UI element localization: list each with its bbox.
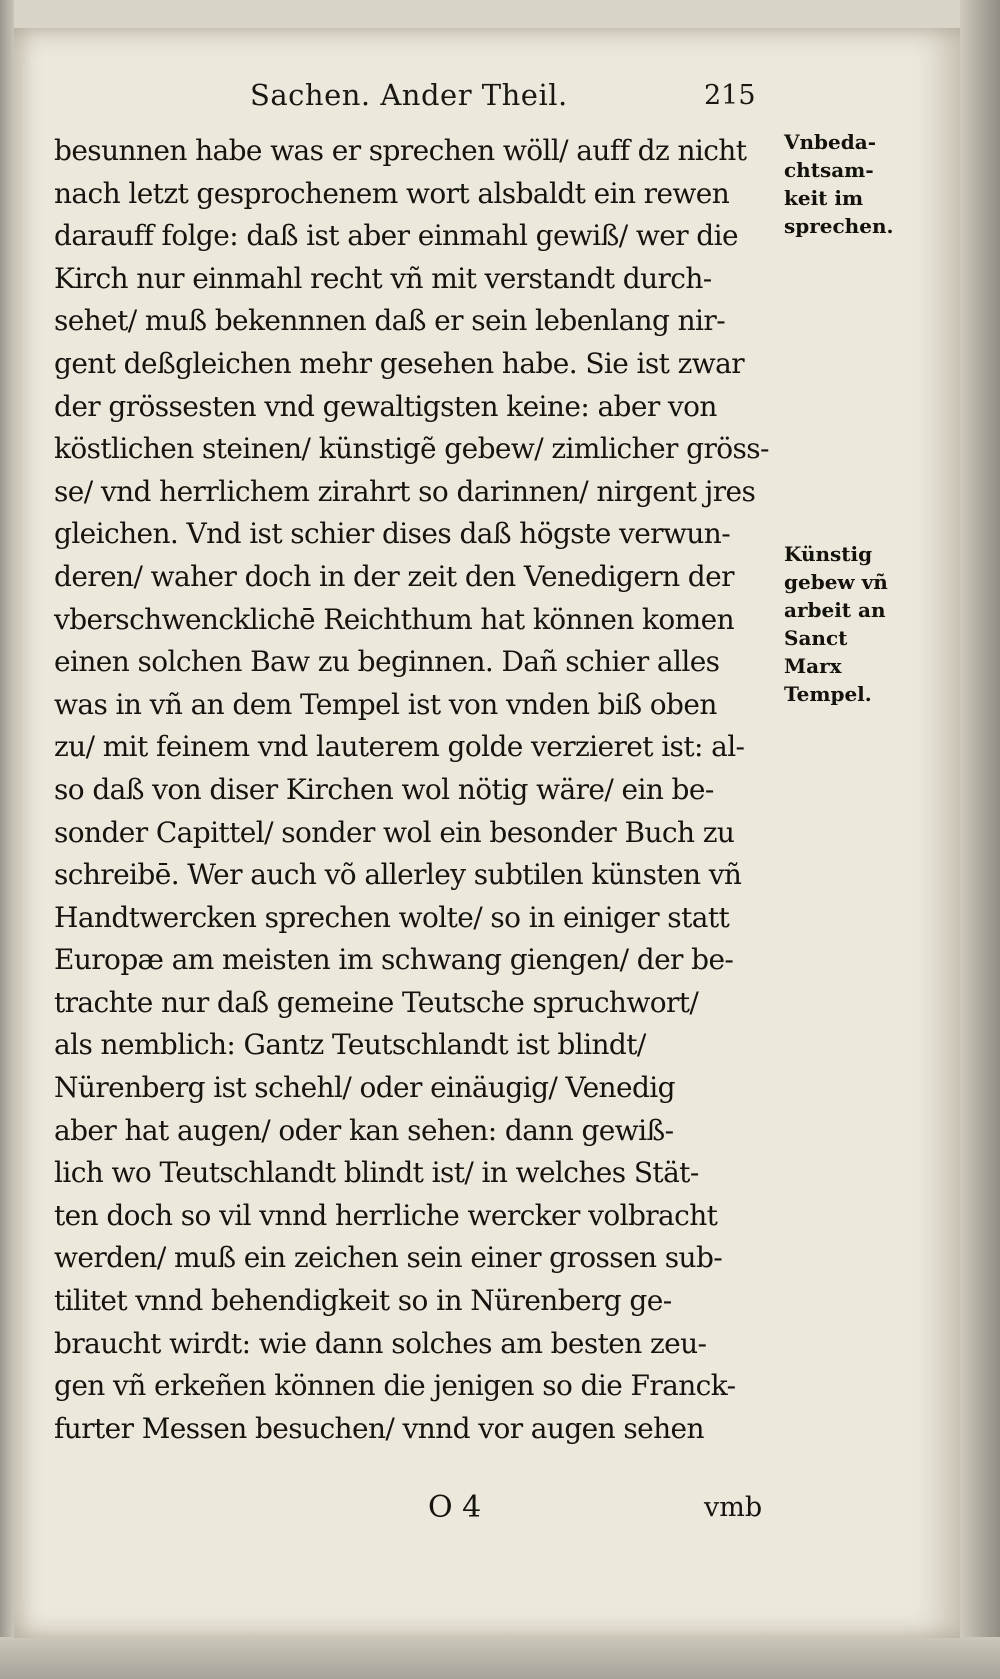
margin-note-line: Tempel.	[784, 682, 872, 706]
text-line: einen solchen Baw zu beginnen. Dañ schier alles	[54, 645, 720, 679]
margin-note-line: sprechen.	[784, 214, 894, 238]
margin-note-kuenstig-gebew	[784, 540, 904, 708]
text-line: zu/ mit feinem vnd lauterem golde verzieret ist: al-	[54, 730, 745, 764]
page-footer	[14, 1490, 960, 1534]
text-line: schreibē. Wer auch võ allerley subtilen künsten vñ	[54, 858, 742, 892]
text-line: deren/ waher doch in der zeit den Venedigern der	[54, 559, 734, 593]
signature-mark: O 4	[428, 1490, 482, 1525]
text-line: sehet/ muß bekennnen daß er sein lebenlang nir-	[54, 304, 726, 338]
text-line: tilitet vnnd behendigkeit so in Nürenberg ge-	[54, 1284, 672, 1318]
text-line: trachte nur daß gemeine Teutsche spruchwort/	[54, 985, 699, 1019]
margin-note-line: gebew vñ	[784, 570, 888, 594]
text-line: Europæ am meisten im schwang giengen/ der be-	[54, 943, 734, 977]
page-edge-left	[0, 0, 14, 1679]
text-line: sonder Capittel/ sonder wol ein besonder Buch zu	[54, 815, 735, 849]
text-line: braucht wirdt: wie dann solches am besten zeu-	[54, 1326, 707, 1360]
page-header	[14, 78, 960, 118]
text-line: darauff folge: daß ist aber einmahl gewiß/ wer die	[54, 219, 738, 253]
text-line: besunnen habe was er sprechen wöll/ auff dz nicht	[54, 134, 747, 167]
text-line: köstlichen steinen/ künstigẽ gebew/ zimlicher gröss-	[54, 432, 769, 466]
text-line: so daß von diser Kirchen wol nötig wäre/ ein be-	[54, 772, 714, 806]
margin-note-line: keit im	[784, 186, 864, 210]
text-line: was in vñ an dem Tempel ist von vnden biß oben	[54, 687, 717, 721]
text-line: gleichen. Vnd ist schier dises daß högste verwun-	[54, 517, 731, 551]
text-line: aber hat augen/ oder kan sehen: dann gewiß-	[54, 1113, 674, 1147]
page-number: 215	[704, 80, 756, 111]
text-line: se/ vnd herrlichem zirahrt so darinnen/ nirgent jres	[54, 474, 756, 508]
text-line: nach letzt gesprochenem wort alsbaldt ein rewen	[54, 176, 730, 210]
text-line: gent deßgleichen mehr gesehen habe. Sie ist zwar	[54, 346, 745, 380]
text-line: gen vñ erkeñen können die jenigen so die Franck-	[54, 1369, 736, 1403]
margin-note-line: Marx	[784, 654, 842, 678]
text-line: lich wo Teutschlandt blindt ist/ in welches Stät-	[54, 1156, 699, 1190]
margin-note-line: Künstig	[784, 542, 873, 566]
text-line: vberschwencklichē Reichthum hat können komen	[54, 602, 735, 636]
margin-note-line: Sanct	[784, 626, 848, 650]
margin-note-line: chtsam-	[784, 158, 874, 182]
text-line: ten doch so vil vnnd herrliche wercker volbracht	[54, 1198, 718, 1232]
margin-note-unbedachtsamkeit	[784, 128, 904, 240]
text-line: der grössesten vnd gewaltigsten keine: aber von	[54, 389, 717, 423]
text-line: Handtwercken sprechen wolte/ so in einiger statt	[54, 900, 730, 934]
page-edge-bottom	[0, 1637, 1000, 1679]
text-line: furter Messen besuchen/ vnnd vor augen sehen	[54, 1411, 704, 1445]
text-line: als nemblich: Gantz Teutschlandt ist blindt/	[54, 1028, 646, 1062]
margin-note-line: arbeit an	[784, 598, 886, 622]
text-line: Kirch nur einmahl recht vñ mit verstandt durch-	[54, 261, 712, 295]
page-edge-right	[960, 0, 1000, 1679]
book-page	[14, 28, 960, 1638]
main-text-block	[54, 130, 784, 1450]
running-title: Sachen. Ander Theil.	[250, 78, 568, 112]
margin-note-line: Vnbeda-	[784, 130, 877, 154]
catchword: vmb	[704, 1492, 763, 1523]
text-line: Nürenberg ist schehl/ oder einäugig/ Venedig	[54, 1071, 675, 1105]
text-line: werden/ muß ein zeichen sein einer grossen sub-	[54, 1241, 723, 1275]
